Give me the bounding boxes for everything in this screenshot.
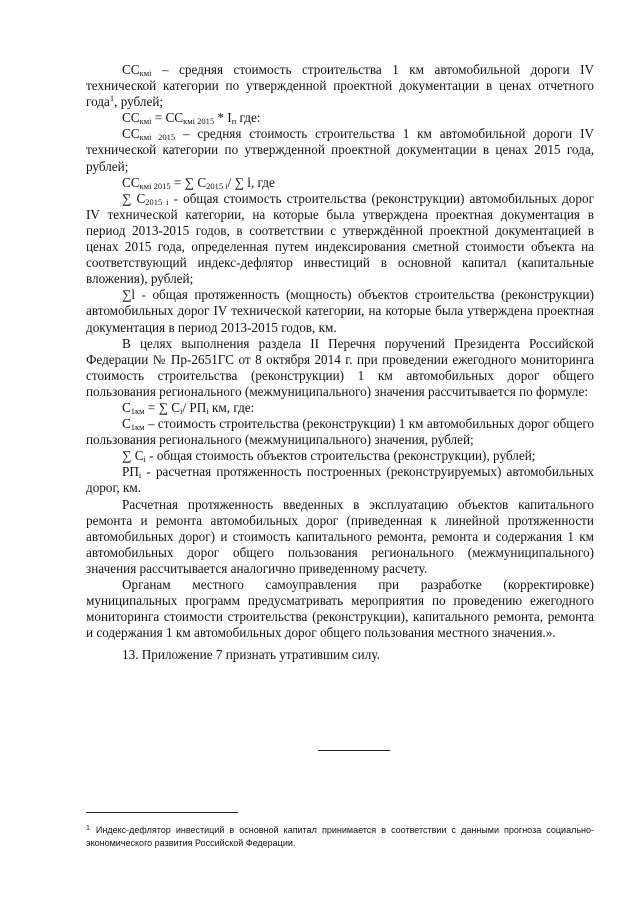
definition-c1km: $С_{1км}$ – стоимость строительства (реконструкции) 1 км автомобильных дорог общего пользования регионального (межмуниципального) значения, рублей; (86, 416, 594, 448)
paragraph-monitoring: В целях выполнения раздела II Перечня поручений Президента Российской Федерации № Пр-2651ГС от 8 октября 2014 г. при проведении ежегодного мониторинга стоимость строительства (реконструкции) 1 км автомобильных дорог общего пользования регионального (межмуниципального) значения рассчитывается по формуле: (86, 335, 594, 399)
paragraph-local-government: Органам местного самоуправления при разработке (корректировке) муниципальных программ предусматривать мероприятия по проведению ежегодного мониторинга стоимости строительства (реконструкции), капитального ремонта, ремонта и содержания 1 км автомобильных дорог общего пользования местного значения.». (86, 577, 594, 641)
definition-cc-kmi: $СС_{кмi}$ – средняя стоимость строительства 1 км автомобильной дороги IV технической категории по утвержденной проектной документации в ценах отчетного года$^1$, рублей; (86, 62, 594, 110)
definition-sum-ci: ∑ $С_i$ - общая стоимость объектов строительства (реконструкции), рублей; (122, 448, 536, 465)
footnote-text: Индекс-дефлятор инвестиций в основной капитал принимается в соответствии с данными прогноза социально-экономического развития Российской Федерации. (86, 825, 594, 848)
footnote-marker: 1 (86, 825, 90, 832)
paragraph-repair-calculation: Расчетная протяженность введенных в эксплуатацию объектов капитального ремонта и ремонта автомобильных дорог (приведенная к линейной протяженности автомобильных дорог) и стоимость капитального ремонта, ремонта и содержания 1 км автомобильных дорог общего пользования регионального (межмуниципального) значения рассчитывается аналогично приведенному расчету. (86, 496, 594, 576)
document-body (86, 62, 594, 663)
definition-sum-l: ∑l - общая протяженность (мощность) объектов строительства (реконструкции) автомобильных дорог IV технической категории, на которые была утверждена проектная документация в период 2013-2015 годов, км. (86, 287, 594, 335)
definition-rpi: $РП_i$ - расчетная протяженность построенных (реконструируемых) автомобильных дорог, км. (86, 464, 594, 496)
footnote (86, 822, 594, 850)
footnote-rule (86, 812, 238, 813)
definition-sum-c2015: ∑ $С_{2015 i}$ - общая стоимость строительства (реконструкции) автомобильных дорог IV технической категории, на которые была утверждена проектная документация в период 2013-2015 годов, в соответствии с утверждённой проектной документацией в ценах 2015 года, определенная путем индексирования сметной стоимости объекта на соответствующий индекс-дефлятор инвестиций в основной капитал (капитальные вложения), рублей; (86, 190, 594, 287)
definition-cc-kmi-2015: $СС_{кмi 2015}$ – средняя стоимость строительства 1 км автомобильной дороги IV технической категории по утвержденной проектной документации в ценах 2015 года, рублей; (86, 126, 594, 174)
paragraph-item-13: 13. Приложение 7 признать утратившим силу. (122, 647, 380, 663)
formula-cc-kmi-2015: $СС_{кмi 2015}$ = ∑ $С_{2015 i}/$ ∑ l, где (122, 174, 275, 191)
end-separator-line (318, 750, 390, 751)
formula-cc-kmi: $СС_{кмi} = СС_{кмi 2015} * I_п$ где: (122, 110, 261, 127)
footnote-ref: 1 (109, 93, 115, 104)
formula-c1km: $С_{1км}$ = ∑ $С_i/$ $РП_i$ км, где: (122, 399, 255, 416)
